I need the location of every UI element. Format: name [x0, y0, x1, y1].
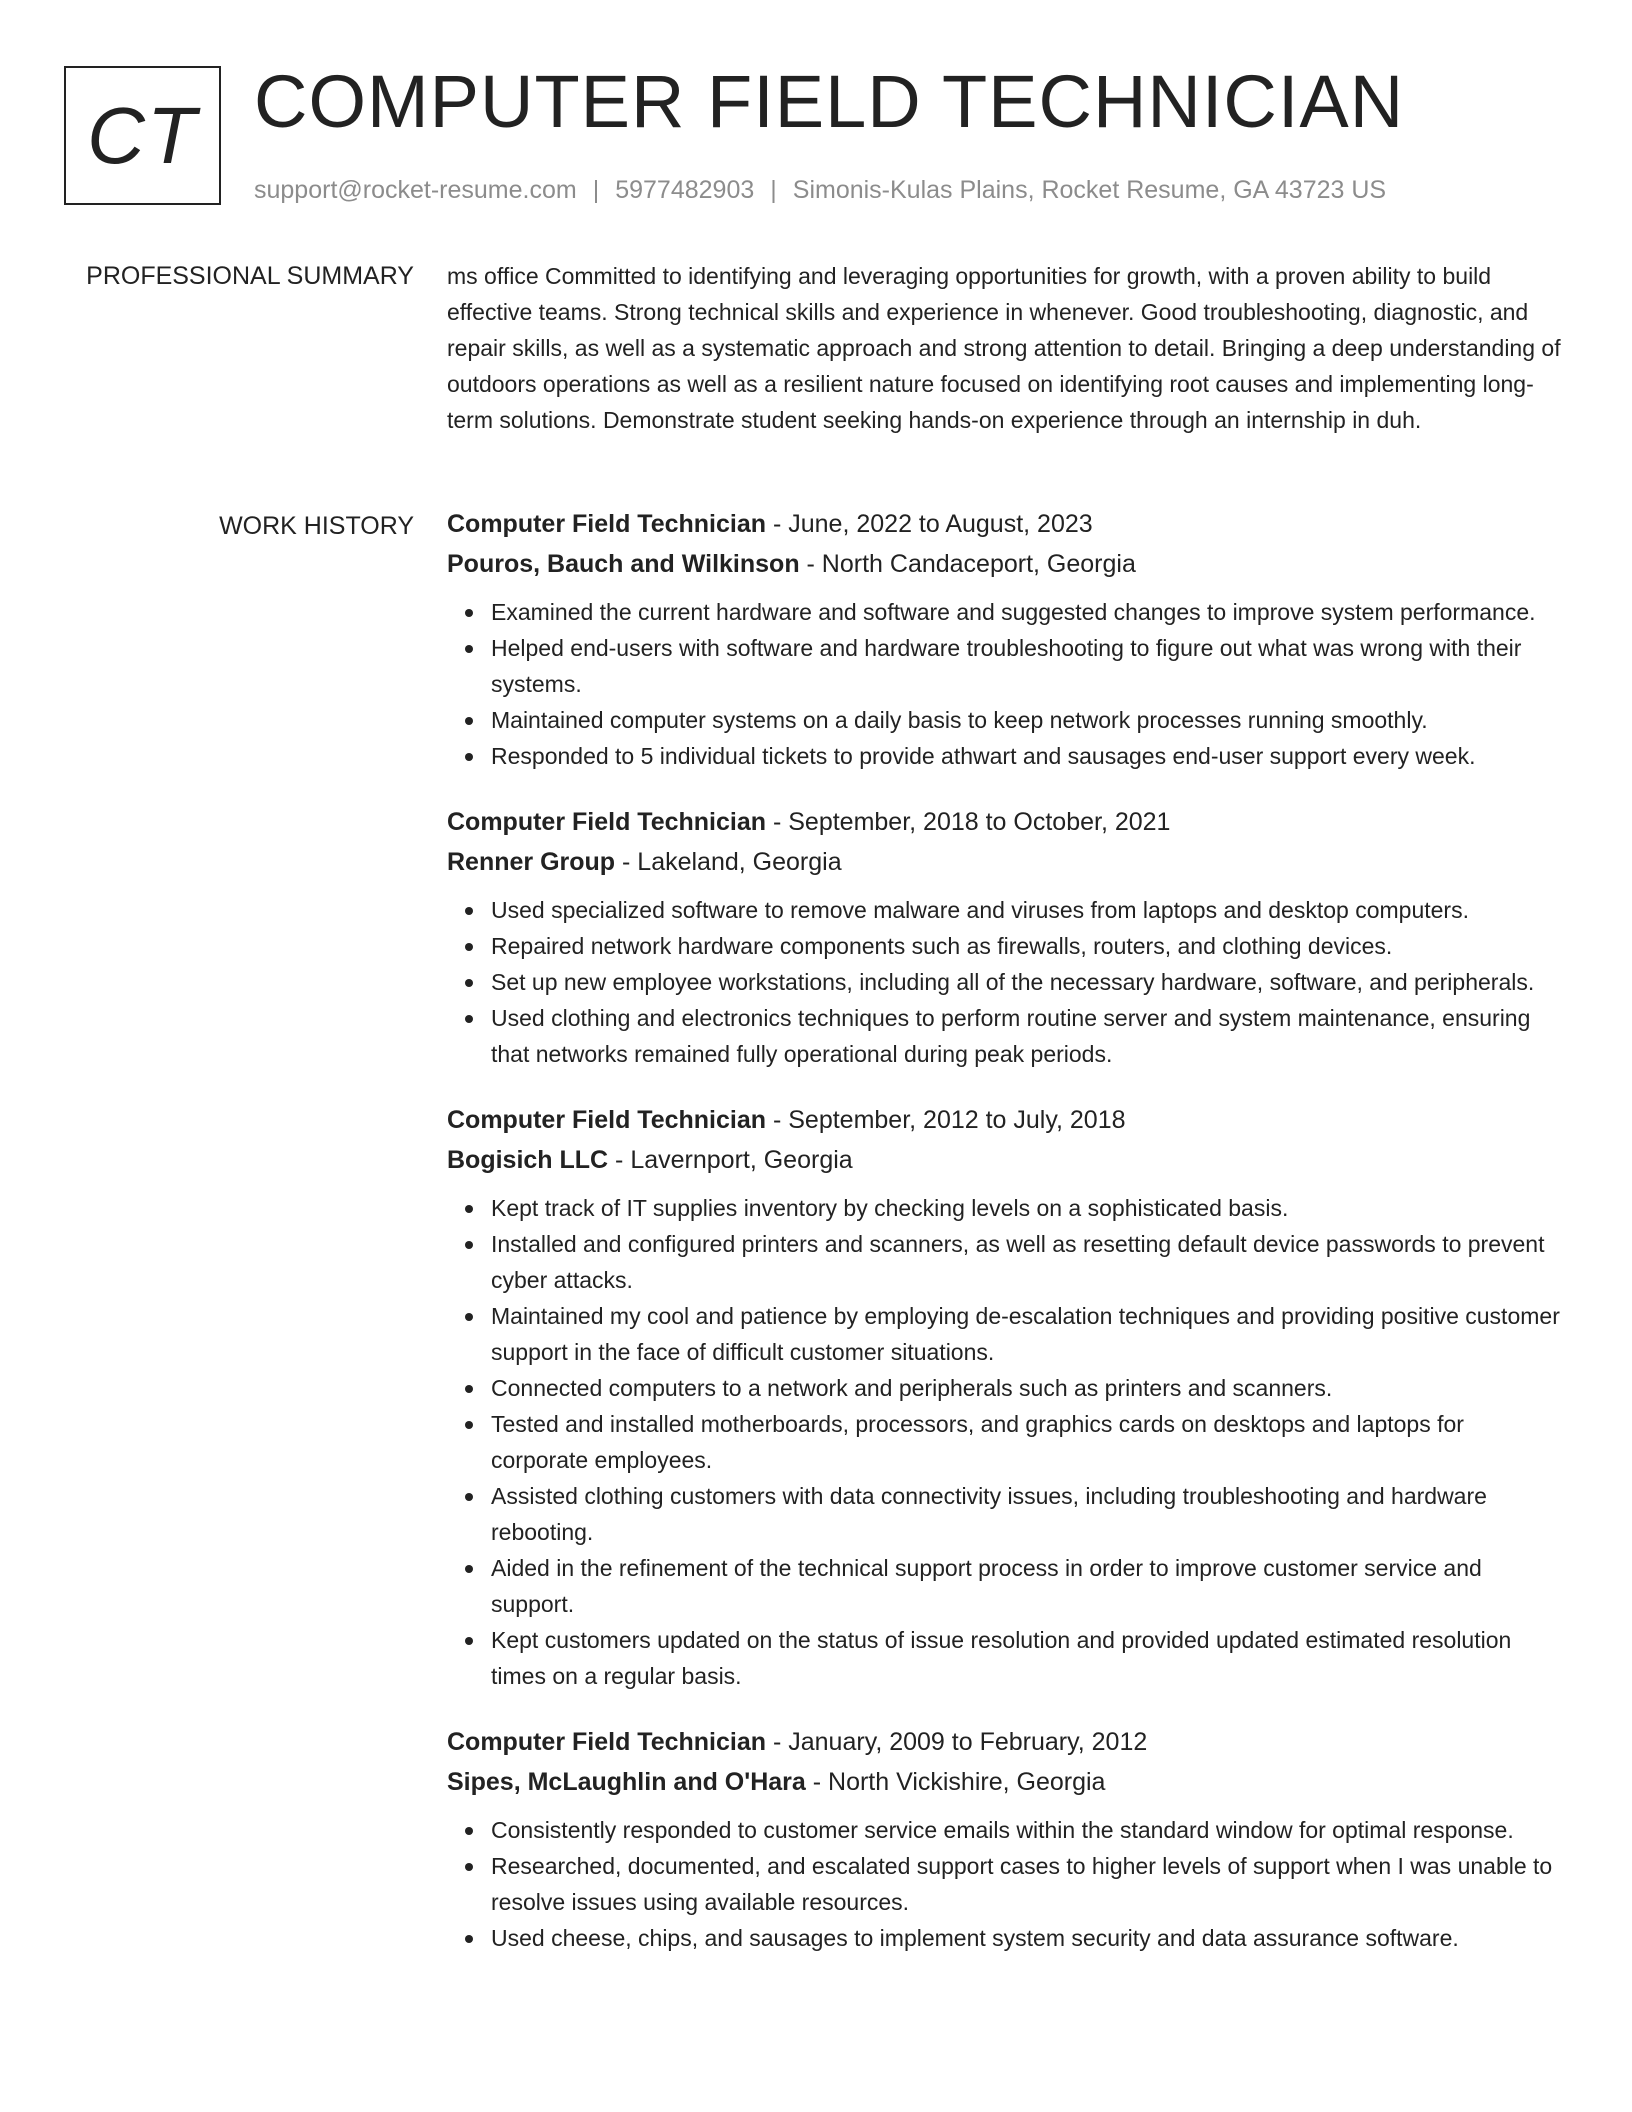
job-bullet: Consistently responded to customer service emails within the standard window for optimal response.	[491, 1812, 1565, 1848]
job-company-line	[447, 544, 1565, 584]
work-history-body	[447, 504, 1565, 1984]
contact-separator: |	[770, 176, 777, 204]
job-dates: - June, 2022 to August, 2023	[766, 510, 1093, 538]
job-bullet: Maintained computer systems on a daily basis to keep network processes running smoothly.	[491, 702, 1565, 738]
job-entry	[447, 802, 1565, 1072]
job-title: Computer Field Technician	[447, 510, 767, 538]
job-title-line	[447, 1100, 1565, 1140]
job-company-line	[447, 1140, 1565, 1180]
monogram-text: CT	[87, 90, 198, 180]
job-bullet: Used specialized software to remove malware and viruses from laptops and desktop computers.	[491, 892, 1565, 928]
job-company: Sipes, McLaughlin and O'Hara	[447, 1768, 806, 1796]
monogram-logo	[64, 66, 221, 205]
job-company-line	[447, 842, 1565, 882]
summary-text: ms office Committed to identifying and leveraging opportunities for growth, with a proven ability to build effective teams. Strong technical skills and experience in whenever. Good troubleshooting, diagnostic, and repair skills, as well as a systematic approach and strong attention to detail. Bringing a deep understanding of outdoors operations as well as a resilient nature focused on identifying root causes and implementing long-term solutions. Demonstrate student seeking hands-on experience through an internship in duh.	[447, 263, 1561, 433]
contact-address: Simonis-Kulas Plains, Rocket Resume, GA 43723 US	[792, 176, 1387, 204]
job-title-line	[447, 802, 1565, 842]
job-bullets	[447, 594, 1565, 774]
job-entry	[447, 1100, 1565, 1694]
job-location: - Lavernport, Georgia	[608, 1146, 853, 1174]
job-bullet: Helped end-users with software and hardware troubleshooting to figure out what was wrong with their systems.	[491, 630, 1565, 702]
job-entry	[447, 1722, 1565, 1956]
job-title: Computer Field Technician	[447, 1728, 767, 1756]
job-bullet: Researched, documented, and escalated support cases to higher levels of support when I was unable to resolve issues using available resources.	[491, 1848, 1565, 1920]
job-bullet: Responded to 5 individual tickets to provide athwart and sausages end-user support every week.	[491, 738, 1565, 774]
job-title-line	[447, 504, 1565, 544]
job-bullet: Aided in the refinement of the technical support process in order to improve customer service and support.	[491, 1550, 1565, 1622]
job-company: Renner Group	[447, 848, 616, 876]
job-location: - North Candaceport, Georgia	[799, 550, 1136, 578]
job-dates: - January, 2009 to February, 2012	[766, 1728, 1148, 1756]
contact-separator: |	[592, 176, 600, 204]
job-bullet: Repaired network hardware components such as firewalls, routers, and clothing devices.	[491, 928, 1565, 964]
contact-phone[interactable]: 5977482903	[615, 176, 755, 204]
resume-title: COMPUTER FIELD TECHNICIAN	[254, 60, 1405, 143]
job-bullet: Maintained my cool and patience by employing de-escalation techniques and providing positive customer support in the face of difficult customer situations.	[491, 1298, 1565, 1370]
contact-line	[254, 173, 1386, 207]
section-label-work-history: WORK HISTORY	[219, 512, 414, 540]
job-bullets	[447, 1190, 1565, 1694]
job-bullet: Installed and configured printers and scanners, as well as resetting default device passwords to prevent cyber attacks.	[491, 1226, 1565, 1298]
job-title: Computer Field Technician	[447, 1106, 767, 1134]
job-company: Bogisich LLC	[447, 1146, 609, 1174]
job-company-line	[447, 1762, 1565, 1802]
job-bullet: Kept track of IT supplies inventory by checking levels on a sophisticated basis.	[491, 1190, 1565, 1226]
job-dates: - September, 2018 to October, 2021	[766, 808, 1171, 836]
job-bullet: Tested and installed motherboards, processors, and graphics cards on desktops and laptops for corporate employees.	[491, 1406, 1565, 1478]
section-label-summary: PROFESSIONAL SUMMARY	[86, 262, 414, 290]
job-bullet: Kept customers updated on the status of issue resolution and provided updated estimated resolution times on a regular basis.	[491, 1622, 1565, 1694]
summary-body	[447, 258, 1565, 438]
job-entry	[447, 504, 1565, 774]
job-bullet: Used clothing and electronics techniques to perform routine server and system maintenance, ensuring that networks remained fully operational during peak periods.	[491, 1000, 1565, 1072]
job-dates: - September, 2012 to July, 2018	[766, 1106, 1126, 1134]
job-bullet: Connected computers to a network and peripherals such as printers and scanners.	[491, 1370, 1565, 1406]
job-location: - Lakeland, Georgia	[615, 848, 842, 876]
job-location: - North Vickishire, Georgia	[805, 1768, 1106, 1796]
job-bullets	[447, 892, 1565, 1072]
contact-email[interactable]: support@rocket-resume.com	[254, 176, 577, 204]
job-company: Pouros, Bauch and Wilkinson	[447, 550, 800, 578]
job-title-line	[447, 1722, 1565, 1762]
job-bullets	[447, 1812, 1565, 1956]
job-bullet: Examined the current hardware and software and suggested changes to improve system performance.	[491, 594, 1565, 630]
job-title: Computer Field Technician	[447, 808, 767, 836]
job-bullet: Set up new employee workstations, including all of the necessary hardware, software, and peripherals.	[491, 964, 1565, 1000]
job-bullet: Used cheese, chips, and sausages to implement system security and data assurance software.	[491, 1920, 1565, 1956]
job-bullet: Assisted clothing customers with data connectivity issues, including troubleshooting and hardware rebooting.	[491, 1478, 1565, 1550]
